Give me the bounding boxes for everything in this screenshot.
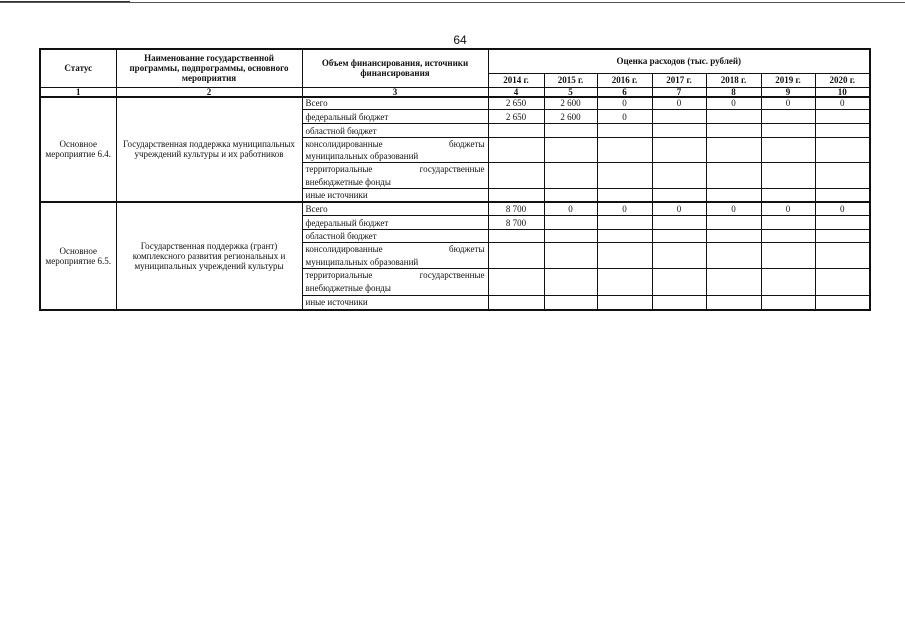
value-cell [815, 216, 870, 230]
value-cell [544, 138, 597, 163]
value-cell [761, 269, 815, 296]
value-cell [761, 243, 815, 269]
value-cell [488, 230, 544, 243]
header-program-name: Наименование государственной программы, подпрограммы, основного мероприятия [116, 49, 302, 87]
value-cell: 0 [761, 97, 815, 110]
value-cell [597, 189, 652, 202]
value-cell: 0 [597, 202, 652, 216]
column-number: 7 [652, 87, 706, 97]
column-number: 10 [815, 87, 870, 97]
source-consolidated: консолидированные бюджеты [302, 243, 488, 256]
value-cell [815, 110, 870, 124]
value-cell: 8 700 [488, 216, 544, 230]
table-row [40, 97, 870, 110]
column-number: 1 [40, 87, 116, 97]
value-cell [597, 163, 652, 189]
value-cell [652, 163, 706, 189]
value-cell [597, 216, 652, 230]
value-cell [706, 216, 761, 230]
value-cell [597, 243, 652, 269]
value-cell [488, 138, 544, 163]
value-cell [488, 189, 544, 202]
value-cell [488, 163, 544, 189]
status-cell: Основное мероприятие 6.4. [40, 97, 116, 202]
value-cell [815, 138, 870, 163]
value-cell: 0 [544, 202, 597, 216]
value-cell [597, 296, 652, 310]
value-cell [544, 216, 597, 230]
header-year: 2019 г. [761, 73, 815, 87]
value-cell [544, 124, 597, 138]
column-number: 3 [302, 87, 488, 97]
source-extrabudget-cont: внебюджетные фонды [302, 282, 488, 296]
value-cell [761, 189, 815, 202]
value-cell [815, 163, 870, 189]
value-cell: 2 600 [544, 110, 597, 124]
source-consolidated-cont: муниципальных образований [302, 151, 488, 163]
value-cell: 0 [597, 110, 652, 124]
source-regional: областной бюджет [302, 230, 488, 243]
value-cell [706, 269, 761, 296]
value-cell [652, 269, 706, 296]
source-regional: областной бюджет [302, 124, 488, 138]
source-federal: федеральный бюджет [302, 216, 488, 230]
column-number: 8 [706, 87, 761, 97]
value-cell: 0 [761, 202, 815, 216]
page-number: 64 [453, 33, 467, 47]
value-cell [815, 296, 870, 310]
value-cell [544, 189, 597, 202]
value-cell: 2 650 [488, 110, 544, 124]
value-cell [761, 216, 815, 230]
header-year: 2020 г. [815, 73, 870, 87]
value-cell [488, 296, 544, 310]
value-cell [761, 138, 815, 163]
value-cell: 0 [815, 97, 870, 110]
value-cell [815, 189, 870, 202]
source-federal: федеральный бюджет [302, 110, 488, 124]
source-total: Всего [302, 202, 488, 216]
value-cell [488, 243, 544, 269]
header-year: 2014 г. [488, 73, 544, 87]
value-cell [544, 296, 597, 310]
value-cell [652, 189, 706, 202]
header-year: 2016 г. [597, 73, 652, 87]
value-cell: 2 600 [544, 97, 597, 110]
value-cell [488, 124, 544, 138]
value-cell: 2 650 [488, 97, 544, 110]
column-number: 4 [488, 87, 544, 97]
program-name-cell: Государственная поддержка муниципальных учреждений культуры и их работников [116, 97, 302, 202]
value-cell [761, 230, 815, 243]
value-cell [544, 230, 597, 243]
value-cell [652, 216, 706, 230]
source-extrabudget: территориальные государственные [302, 269, 488, 282]
source-other: иные источники [302, 296, 488, 310]
top-border-line [0, 2, 905, 3]
value-cell [652, 138, 706, 163]
header-year: 2018 г. [706, 73, 761, 87]
value-cell [652, 243, 706, 269]
value-cell [706, 110, 761, 124]
value-cell [761, 124, 815, 138]
source-consolidated-cont: муниципальных образований [302, 256, 488, 269]
column-number: 9 [761, 87, 815, 97]
value-cell [597, 138, 652, 163]
header-year: 2015 г. [544, 73, 597, 87]
value-cell [544, 243, 597, 269]
table-row [40, 202, 870, 216]
header-status: Статус [40, 49, 116, 87]
value-cell [706, 296, 761, 310]
value-cell: 8 700 [488, 202, 544, 216]
value-cell [706, 243, 761, 269]
value-cell [706, 124, 761, 138]
value-cell: 0 [706, 202, 761, 216]
value-cell: 0 [652, 202, 706, 216]
value-cell [761, 296, 815, 310]
program-name-cell: Государственная поддержка (грант) комплексного развития региональных и муниципальных учреждений культуры [116, 202, 302, 310]
value-cell [815, 124, 870, 138]
column-number: 5 [544, 87, 597, 97]
value-cell [652, 124, 706, 138]
value-cell [761, 163, 815, 189]
value-cell [652, 230, 706, 243]
value-cell [706, 230, 761, 243]
source-extrabudget: территориальные государственные [302, 163, 488, 176]
value-cell [652, 110, 706, 124]
header-funding-source: Объем финансирования, источники финансирования [302, 49, 488, 87]
source-total: Всего [302, 97, 488, 110]
value-cell [815, 269, 870, 296]
value-cell [815, 243, 870, 269]
header-expense-estimate: Оценка расходов (тыс. рублей) [488, 49, 870, 73]
value-cell [706, 138, 761, 163]
value-cell [652, 296, 706, 310]
value-cell: 0 [652, 97, 706, 110]
header-year: 2017 г. [652, 73, 706, 87]
value-cell [488, 269, 544, 296]
value-cell: 0 [706, 97, 761, 110]
value-cell: 0 [597, 97, 652, 110]
column-number: 6 [597, 87, 652, 97]
value-cell [597, 124, 652, 138]
value-cell [597, 269, 652, 296]
source-other: иные источники [302, 189, 488, 202]
value-cell [597, 230, 652, 243]
column-number: 2 [116, 87, 302, 97]
value-cell [544, 269, 597, 296]
expense-table [39, 48, 871, 311]
value-cell [706, 163, 761, 189]
value-cell [544, 163, 597, 189]
status-cell: Основное мероприятие 6.5. [40, 202, 116, 310]
source-consolidated: консолидированные бюджеты [302, 138, 488, 151]
value-cell [706, 189, 761, 202]
source-extrabudget-cont: внебюджетные фонды [302, 176, 488, 189]
value-cell [815, 230, 870, 243]
value-cell [761, 110, 815, 124]
value-cell: 0 [815, 202, 870, 216]
